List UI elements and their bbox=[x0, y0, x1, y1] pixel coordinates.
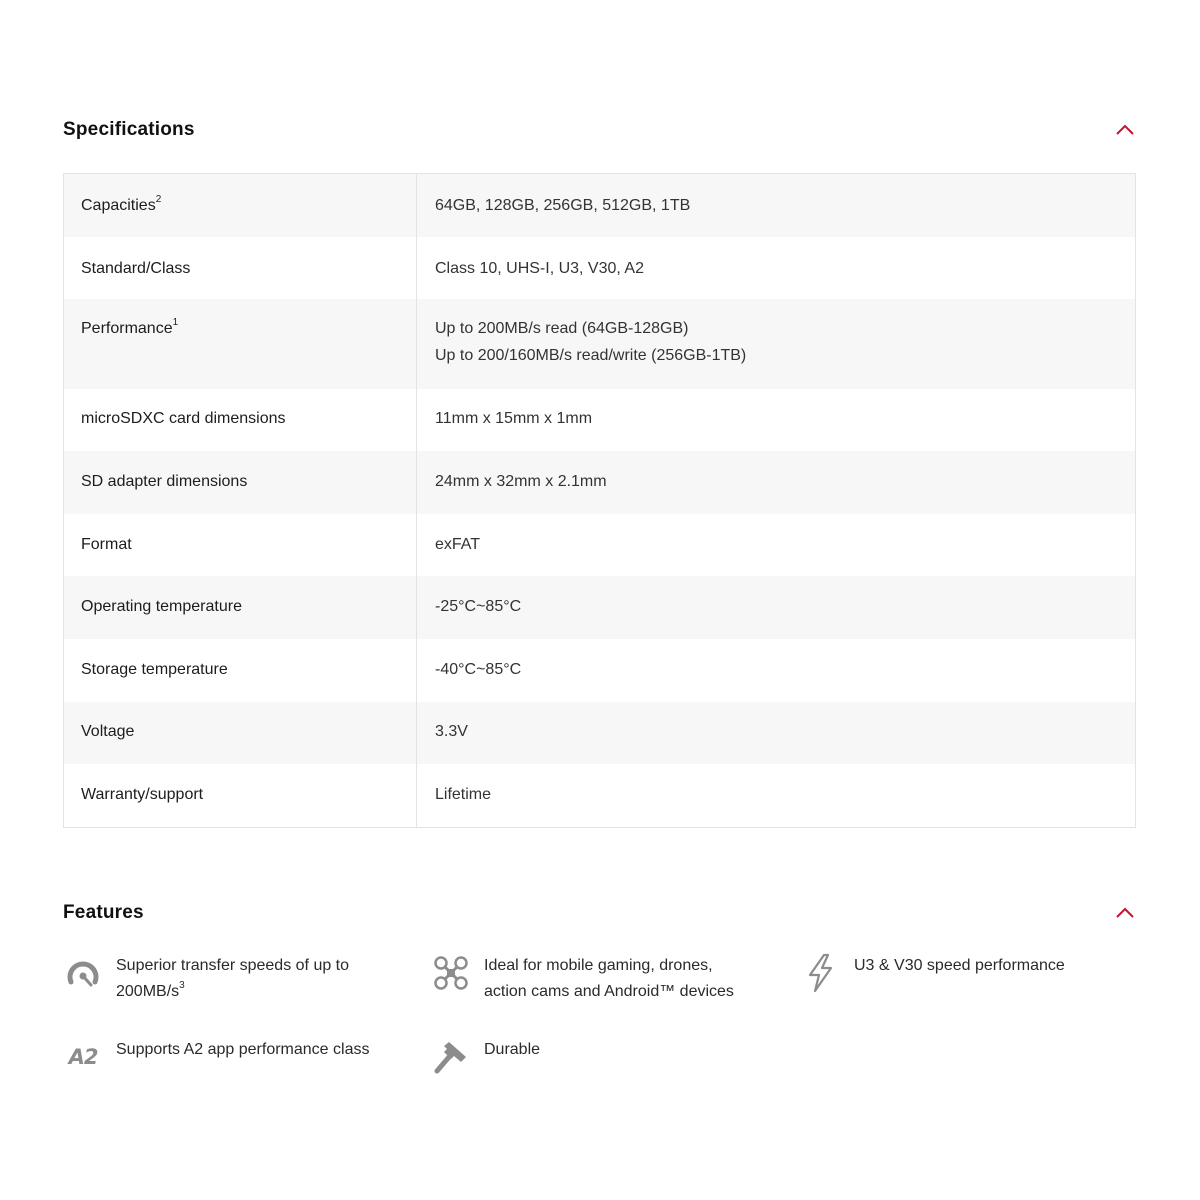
speedometer-icon bbox=[63, 953, 103, 993]
feature-text: U3 & V30 speed performance bbox=[854, 957, 1065, 974]
chevron-up-icon[interactable] bbox=[1114, 119, 1136, 141]
spec-value: exFAT bbox=[435, 536, 481, 553]
spec-label: Operating temperature bbox=[64, 576, 417, 639]
spec-row-operating-temperature bbox=[64, 576, 1135, 639]
spec-row-capacities bbox=[64, 174, 1135, 237]
spec-label: Format bbox=[64, 514, 417, 576]
spec-label: Voltage bbox=[64, 702, 417, 764]
feature-text: Ideal for mobile gaming, drones, action cams and Android™ devices bbox=[484, 957, 734, 1000]
spec-label: Warranty/support bbox=[64, 764, 417, 827]
spec-row-warranty bbox=[64, 764, 1135, 827]
spec-value: -25°C~85°C bbox=[435, 598, 522, 615]
features-header[interactable] bbox=[63, 898, 1136, 928]
spec-value: Class 10, UHS-I, U3, V30, A2 bbox=[435, 260, 644, 277]
spec-label: Capacities$^2$ bbox=[64, 174, 417, 237]
spec-row-performance bbox=[64, 299, 1135, 389]
a2-icon: A2 bbox=[68, 1045, 98, 1069]
spec-value: Lifetime bbox=[435, 786, 492, 803]
specifications-table bbox=[63, 173, 1136, 828]
feature-text: Durable bbox=[484, 1041, 541, 1058]
drone-icon bbox=[431, 953, 471, 993]
spec-value: Up to 200MB/s read (64GB-128GB) Up to 200/160MB/s read/write (256GB-1TB) bbox=[435, 320, 747, 364]
spec-value: 24mm x 32mm x 2.1mm bbox=[435, 473, 607, 490]
spec-row-standard-class bbox=[64, 237, 1135, 299]
specifications-header[interactable] bbox=[63, 115, 1136, 145]
feature-item-transfer-speed bbox=[63, 953, 349, 1005]
spec-row-format bbox=[64, 514, 1135, 576]
spec-label: Storage temperature bbox=[64, 639, 417, 702]
spec-value: 3.3V bbox=[435, 723, 468, 740]
feature-item-a2 bbox=[63, 1037, 369, 1077]
spec-label: SD adapter dimensions bbox=[64, 451, 417, 514]
spec-row-storage-temperature bbox=[64, 639, 1135, 702]
feature-text: Superior transfer speeds of up to $200MB/s^3$ bbox=[116, 957, 350, 1000]
spec-label: Performance$^1$ bbox=[64, 299, 417, 389]
spec-row-adapter-dimensions bbox=[64, 451, 1135, 514]
spec-row-card-dimensions bbox=[64, 389, 1135, 451]
hammer-icon bbox=[431, 1037, 471, 1077]
spec-value: 11mm x 15mm x 1mm bbox=[435, 410, 593, 427]
spec-value: 64GB, 128GB, 256GB, 512GB, 1TB bbox=[435, 197, 691, 214]
feature-item-durable bbox=[431, 1037, 540, 1077]
feature-item-u3-v30 bbox=[801, 953, 1065, 993]
spec-row-voltage bbox=[64, 702, 1135, 764]
chevron-up-icon[interactable] bbox=[1114, 902, 1136, 924]
feature-item-mobile-gaming bbox=[431, 953, 734, 1005]
lightning-icon bbox=[801, 953, 841, 993]
spec-value: -40°C~85°C bbox=[435, 661, 522, 678]
features-title: Features bbox=[63, 902, 144, 923]
spec-label: Standard/Class bbox=[64, 237, 417, 299]
feature-text: Supports A2 app performance class bbox=[116, 1041, 370, 1058]
spec-label: microSDXC card dimensions bbox=[64, 389, 417, 451]
specifications-title: Specifications bbox=[63, 119, 195, 140]
